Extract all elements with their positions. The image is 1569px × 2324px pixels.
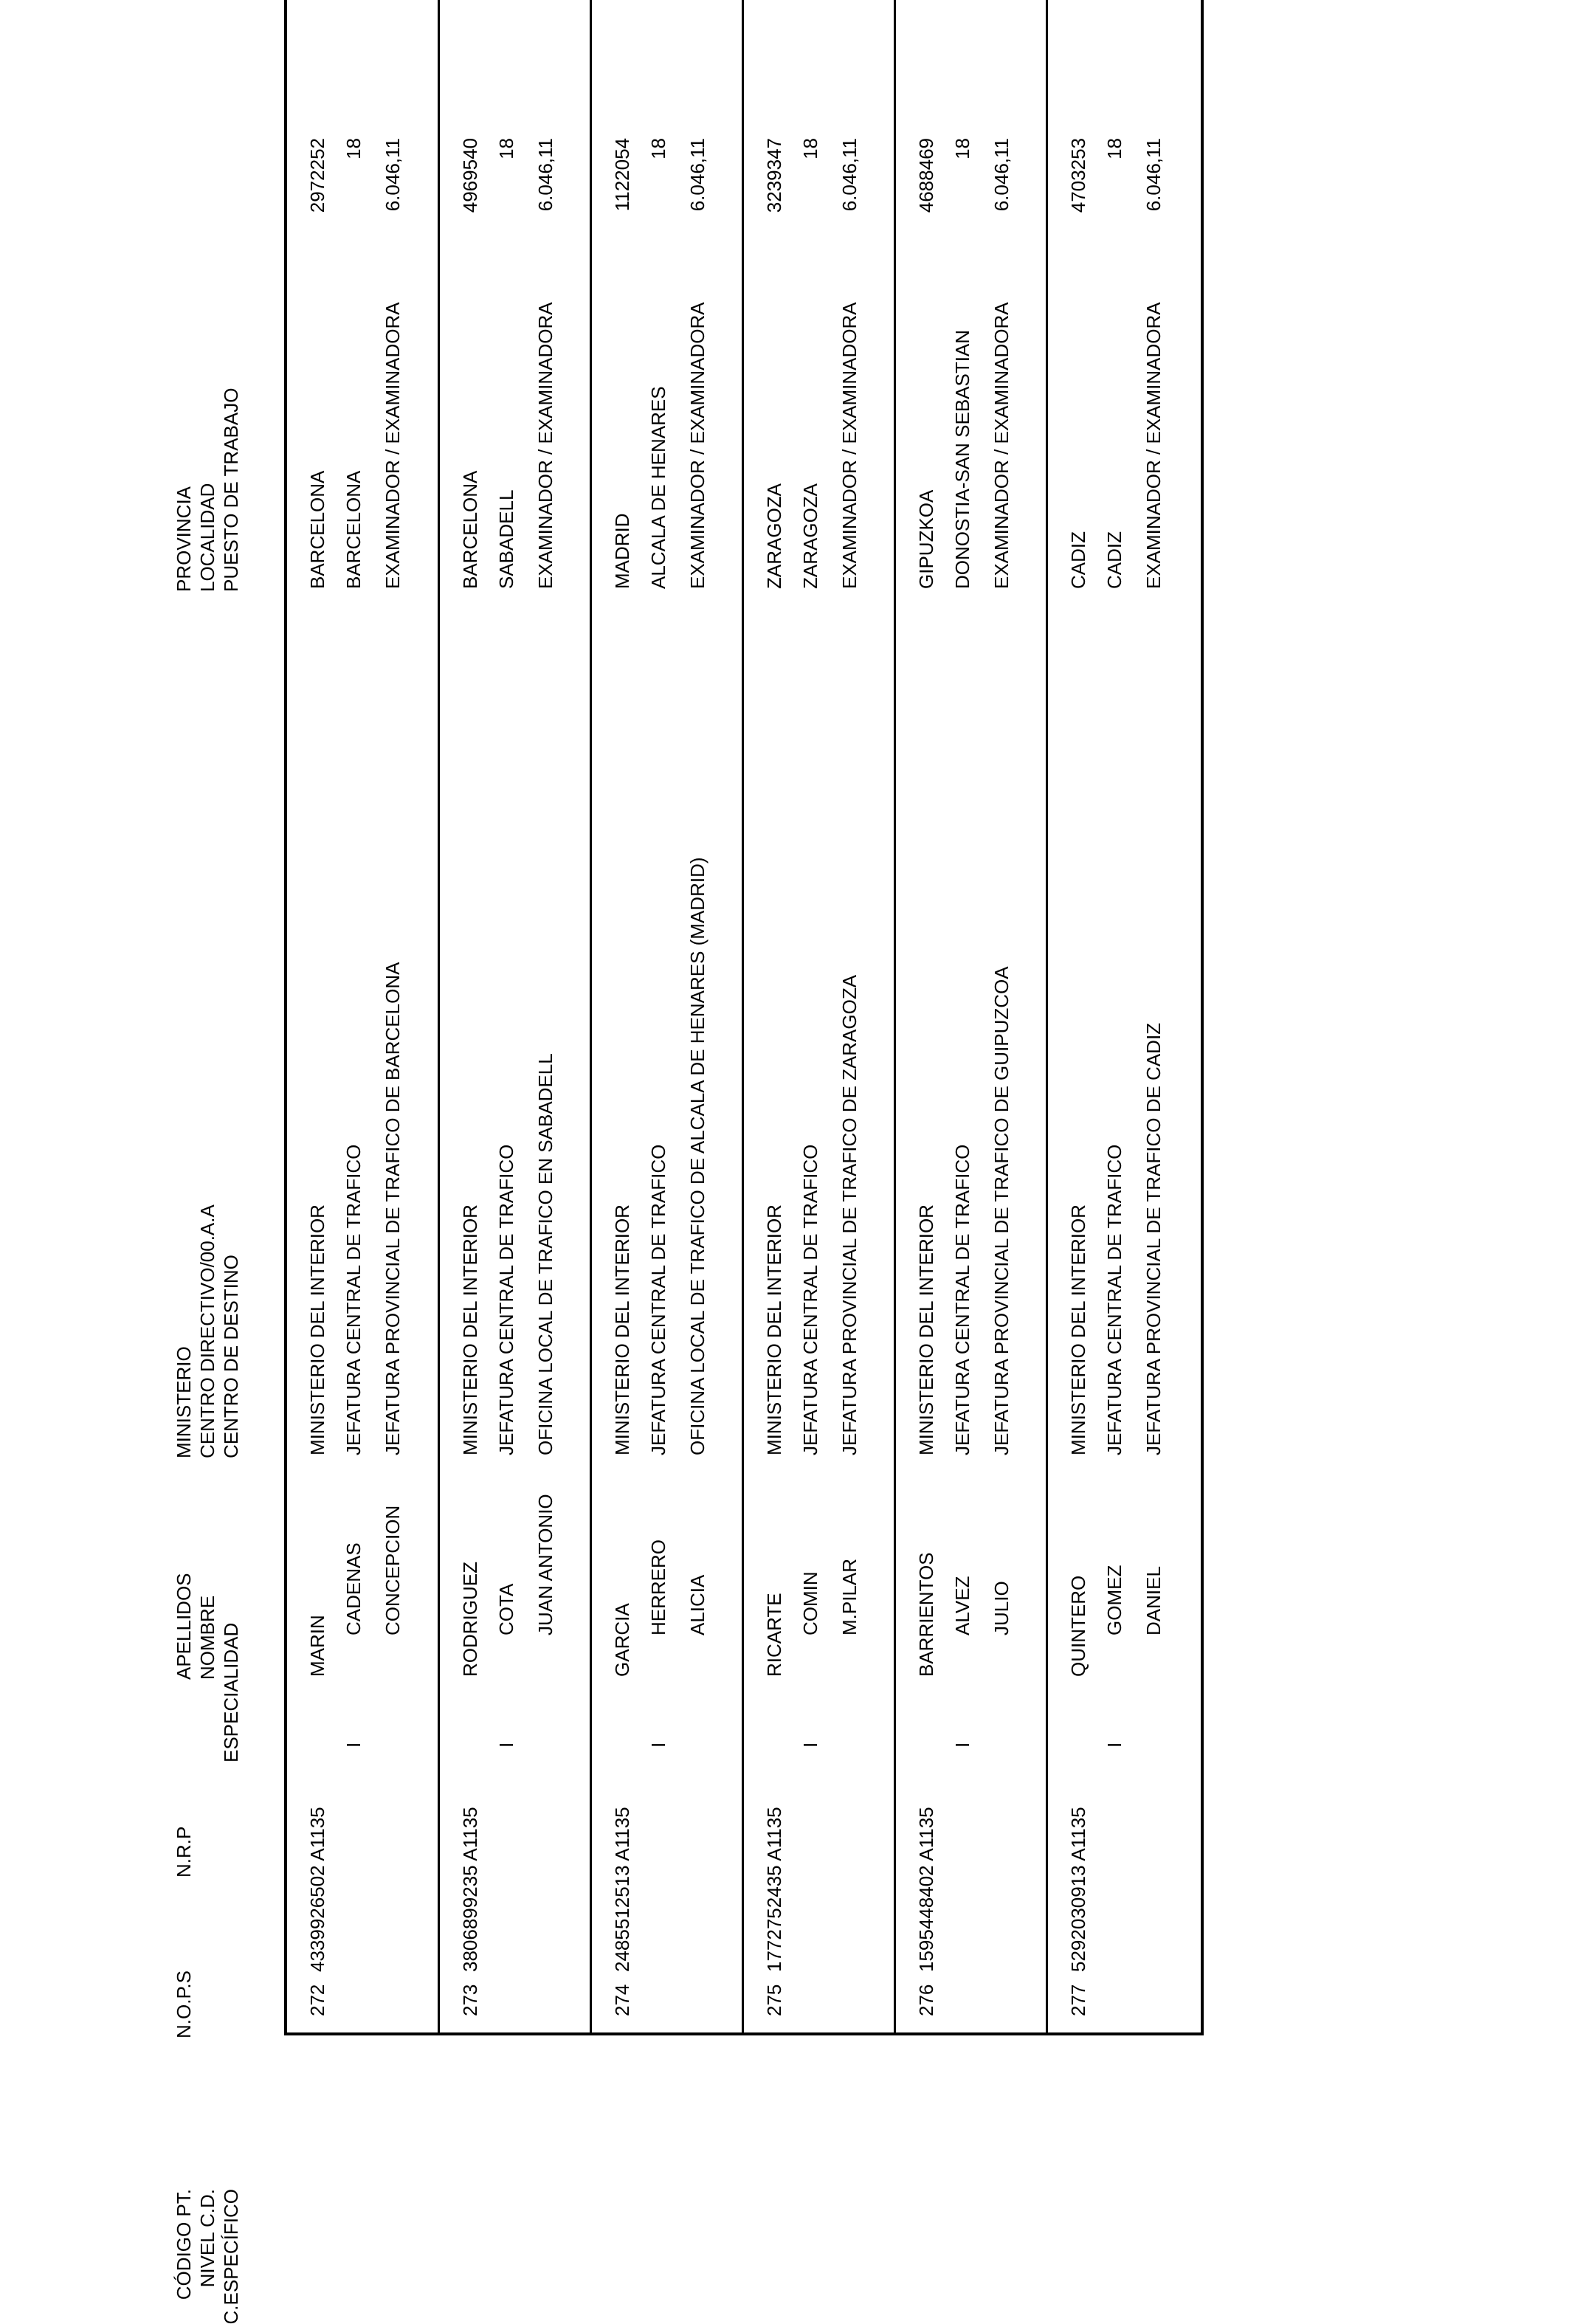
cell-provincia: MADRID <box>611 513 633 589</box>
cell-provincia: BARCELONA <box>306 470 328 589</box>
cell-c-especifico: 6.046,11 <box>382 138 404 212</box>
cell-centro-directivo: JEFATURA CENTRAL DE TRAFICO <box>342 1144 365 1455</box>
cell-apellido2: HERRERO <box>647 1539 669 1635</box>
cell-centro-destino: JEFATURA PROVINCIAL DE TRAFICO DE BARCELONA <box>382 962 404 1455</box>
header-nops: N.O.P.S <box>173 1970 195 2038</box>
cell-nrp: 4339926502 A1135 <box>306 1807 328 1972</box>
cell-apellido1: RICARTE <box>763 1593 785 1677</box>
cell-codigo: 1122054 <box>611 138 633 212</box>
header-codigo: CÓDIGO PT. <box>173 2189 195 2300</box>
cell-ministerio: MINISTERIO DEL INTERIOR <box>1067 1204 1089 1455</box>
cell-centro-directivo: JEFATURA CENTRAL DE TRAFICO <box>1103 1144 1125 1455</box>
cell-especialidad: I <box>951 1742 973 1748</box>
header-provincia: PROVINCIA <box>173 486 195 592</box>
cell-nops: 274 <box>611 1984 633 2016</box>
cell-nombre: DANIEL <box>1142 1566 1165 1635</box>
header-centro-directivo: CENTRO DIRECTIVO/00.A.A <box>196 1204 218 1458</box>
cell-codigo: 2972252 <box>306 138 328 213</box>
cell-codigo: 4969540 <box>459 138 481 213</box>
table-row <box>896 0 1048 2032</box>
cell-codigo: 4688469 <box>915 138 937 213</box>
cell-especialidad: I <box>342 1742 365 1748</box>
cell-puesto: EXAMINADOR / EXAMINADORA <box>990 302 1013 589</box>
cell-ministerio: MINISTERIO DEL INTERIOR <box>306 1204 328 1455</box>
cell-nrp: 1595448402 A1135 <box>915 1807 937 1972</box>
cell-c-especifico: 6.046,11 <box>534 138 556 212</box>
cell-apellido2: CADENAS <box>342 1542 365 1635</box>
header-c-especifico: C.ESPECÍFICO <box>220 2189 242 2324</box>
cell-codigo: 3239347 <box>763 138 785 213</box>
cell-centro-destino: JEFATURA PROVINCIAL DE TRAFICO DE ZARAGOZA <box>838 974 861 1455</box>
cell-nops: 275 <box>763 1984 785 2016</box>
cell-nombre: JULIO <box>990 1581 1013 1635</box>
cell-apellido2: GOMEZ <box>1103 1565 1125 1635</box>
cell-c-especifico: 6.046,11 <box>838 138 861 212</box>
cell-nombre: CONCEPCION <box>382 1505 404 1635</box>
cell-puesto: EXAMINADOR / EXAMINADORA <box>686 302 708 589</box>
header-nivel: NIVEL C.D. <box>196 2189 218 2288</box>
cell-especialidad: I <box>495 1742 517 1748</box>
cell-localidad: ZARAGOZA <box>799 483 821 589</box>
cell-nombre: M.PILAR <box>838 1558 861 1635</box>
cell-nops: 273 <box>459 1984 481 2016</box>
cell-puesto: EXAMINADOR / EXAMINADORA <box>1142 302 1165 589</box>
header-puesto: PUESTO DE TRABAJO <box>220 387 242 592</box>
cell-c-especifico: 6.046,11 <box>1142 138 1165 212</box>
cell-apellido2: COTA <box>495 1583 517 1635</box>
cell-localidad: DONOSTIA-SAN SEBASTIAN <box>951 329 973 589</box>
table-row <box>592 0 744 2032</box>
cell-puesto: EXAMINADOR / EXAMINADORA <box>534 302 556 589</box>
cell-centro-directivo: JEFATURA CENTRAL DE TRAFICO <box>799 1144 821 1455</box>
cell-c-especifico: 6.046,11 <box>686 138 708 212</box>
cell-provincia: GIPUZKOA <box>915 489 937 589</box>
cell-apellido1: QUINTERO <box>1067 1575 1089 1677</box>
cell-nops: 277 <box>1067 1984 1089 2016</box>
cell-nrp: 2485512513 A1135 <box>611 1807 633 1972</box>
cell-centro-destino: OFICINA LOCAL DE TRAFICO EN SABADELL <box>534 1053 556 1455</box>
table-row <box>744 0 896 2032</box>
cell-ministerio: MINISTERIO DEL INTERIOR <box>459 1204 481 1455</box>
cell-especialidad: I <box>799 1742 821 1748</box>
cell-localidad: SABADELL <box>495 489 517 589</box>
header-centro-destino: CENTRO DE DESTINO <box>220 1255 242 1458</box>
cell-especialidad: I <box>1103 1742 1125 1748</box>
header-especialidad: ESPECIALIDAD <box>220 1622 242 1762</box>
results-table <box>284 0 1204 2035</box>
table-row <box>440 0 592 2032</box>
cell-centro-directivo: JEFATURA CENTRAL DE TRAFICO <box>647 1144 669 1455</box>
header-nrp: N.R.P <box>173 1826 195 1878</box>
cell-nivel: 18 <box>951 138 973 159</box>
cell-centro-directivo: JEFATURA CENTRAL DE TRAFICO <box>951 1144 973 1455</box>
cell-apellido2: COMIN <box>799 1571 821 1635</box>
cell-nivel: 18 <box>1103 138 1125 159</box>
cell-centro-directivo: JEFATURA CENTRAL DE TRAFICO <box>495 1144 517 1455</box>
cell-nops: 272 <box>306 1984 328 2016</box>
cell-nivel: 18 <box>799 138 821 159</box>
cell-nivel: 18 <box>495 138 517 159</box>
cell-localidad: ALCALA DE HENARES <box>647 386 669 589</box>
cell-centro-destino: JEFATURA PROVINCIAL DE TRAFICO DE GUIPUZCOA <box>990 966 1013 1455</box>
table-row <box>1048 0 1201 2032</box>
cell-provincia: BARCELONA <box>459 470 481 589</box>
cell-centro-destino: OFICINA LOCAL DE TRAFICO DE ALCALA DE HENARES (MADRID) <box>686 857 708 1455</box>
cell-ministerio: MINISTERIO DEL INTERIOR <box>915 1204 937 1455</box>
header-ministerio: MINISTERIO <box>173 1346 195 1458</box>
cell-apellido2: ALVEZ <box>951 1576 973 1635</box>
cell-apellido1: BARRIENTOS <box>915 1552 937 1677</box>
cell-ministerio: MINISTERIO DEL INTERIOR <box>611 1204 633 1455</box>
cell-nrp: 1772752435 A1135 <box>763 1807 785 1972</box>
cell-localidad: BARCELONA <box>342 470 365 589</box>
header-apellidos: APELLIDOS <box>173 1573 195 1680</box>
cell-nrp: 5292030913 A1135 <box>1067 1807 1089 1972</box>
header-nombre: NOMBRE <box>196 1595 218 1680</box>
cell-nombre: ALICIA <box>686 1574 708 1635</box>
cell-puesto: EXAMINADOR / EXAMINADORA <box>382 302 404 589</box>
cell-provincia: ZARAGOZA <box>763 483 785 589</box>
cell-nivel: 18 <box>647 138 669 159</box>
cell-especialidad: I <box>647 1742 669 1748</box>
cell-apellido1: GARCIA <box>611 1603 633 1677</box>
cell-nrp: 3806899235 A1135 <box>459 1807 481 1972</box>
cell-centro-destino: JEFATURA PROVINCIAL DE TRAFICO DE CADIZ <box>1142 1022 1165 1455</box>
cell-puesto: EXAMINADOR / EXAMINADORA <box>838 302 861 589</box>
cell-localidad: CADIZ <box>1103 531 1125 589</box>
cell-ministerio: MINISTERIO DEL INTERIOR <box>763 1204 785 1455</box>
cell-c-especifico: 6.046,11 <box>990 138 1013 212</box>
cell-nops: 276 <box>915 1984 937 2016</box>
header-localidad: LOCALIDAD <box>196 483 218 592</box>
table-row <box>287 0 440 2032</box>
cell-provincia: CADIZ <box>1067 531 1089 589</box>
cell-codigo: 4703253 <box>1067 138 1089 213</box>
cell-apellido1: RODRIGUEZ <box>459 1562 481 1677</box>
cell-nombre: JUAN ANTONIO <box>534 1494 556 1635</box>
cell-apellido1: MARIN <box>306 1615 328 1677</box>
cell-nivel: 18 <box>342 138 365 159</box>
